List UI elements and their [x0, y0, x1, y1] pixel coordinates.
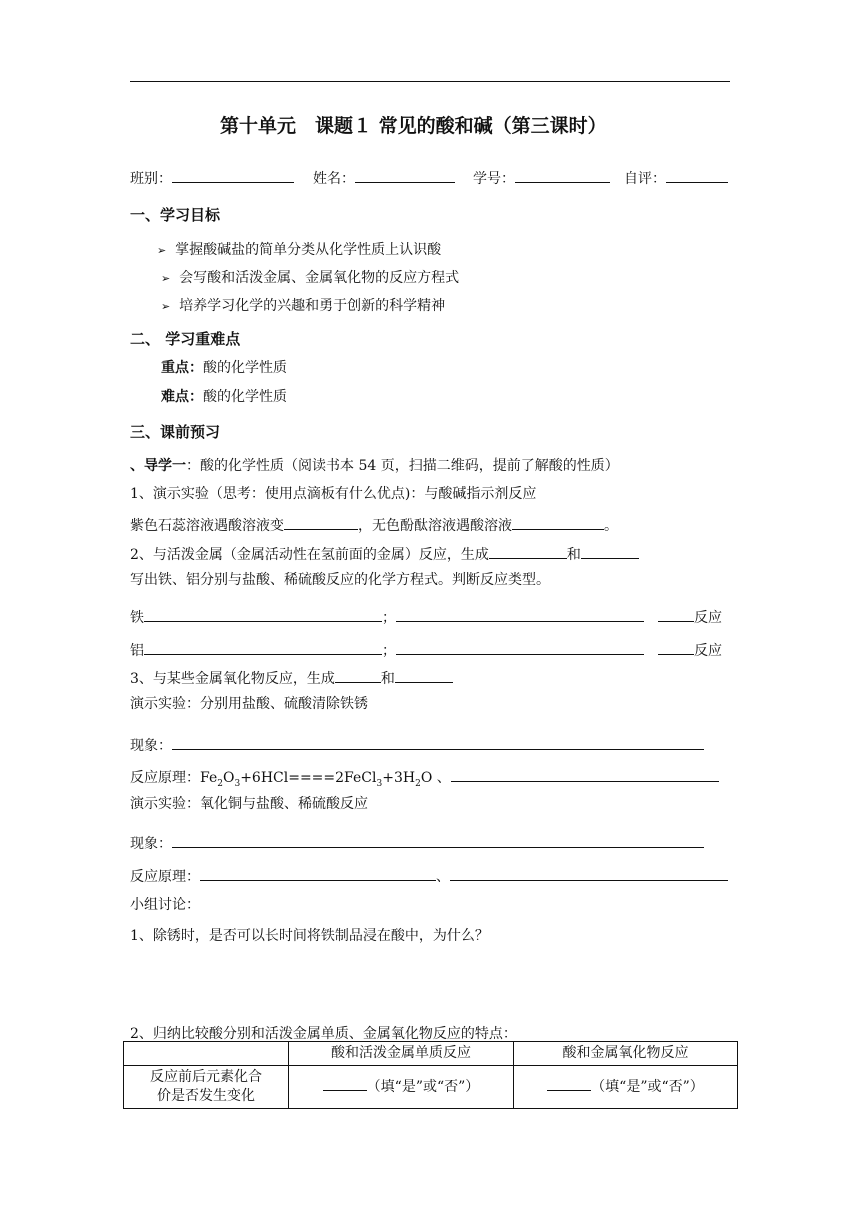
al-type-blank[interactable]: [658, 640, 694, 655]
demo-rust-line: 演示实验：分别用盐酸、硫酸清除铁锈: [130, 696, 368, 712]
table-header-metal: 酸和活泼金属单质反应: [289, 1042, 514, 1066]
metal-answer-blank[interactable]: [323, 1076, 367, 1091]
demo-line-1: 1、演示实验（思考：使用点滴板有什么优点)：与酸碱指示剂反应: [130, 486, 537, 502]
product-blank-2[interactable]: [581, 544, 639, 559]
question-2: 2、归纳比较酸分别和活泼金属单质、金属氧化物反应的特点：: [130, 1026, 517, 1042]
metal-reaction-line: 2、与活泼金属（金属活动性在氢前面的金属）反应，生成 和: [130, 544, 639, 562]
write-equations-line: 写出铁、铝分别与盐酸、稀硫酸反应的化学方程式。判断反应类型。: [130, 572, 550, 588]
al-eq-blank-1[interactable]: [144, 640, 382, 655]
goal-item-1: ➢ 掌握酸碱盐的简单分类从化学性质上认识酸: [157, 242, 442, 258]
number-field: [473, 168, 610, 186]
table-cell-oxide: （填“是”或“否”）: [514, 1066, 738, 1109]
table-cell-metal: （填“是”或“否”）: [289, 1066, 514, 1109]
al-eq-blank-2[interactable]: [396, 640, 644, 655]
phenomenon-blank-2[interactable]: [172, 833, 704, 848]
phenomenon-line-1: 现象：: [130, 735, 704, 753]
self-eval-label: 自评：: [624, 171, 666, 187]
goal-item-2: ➢ 会写酸和活泼金属、金属氧化物的反应方程式: [161, 270, 460, 286]
group-discussion: 小组讨论：: [130, 897, 200, 913]
class-label: 班别：: [130, 171, 172, 187]
fe2o3-equation: $Fe_2O_3+6HCl====2FeCl_3+3H_2O$ 、: [200, 770, 451, 789]
self-eval-field: [624, 168, 728, 186]
table-row-label: 反应前后元素化合 价是否发生变化: [124, 1066, 289, 1109]
oxide-answer-blank[interactable]: [547, 1076, 591, 1091]
self-eval-blank[interactable]: [666, 168, 728, 183]
indicator-line: 紫色石蕊溶液遇酸溶液变 ，无色酚酞溶液遇酸溶液 。: [130, 515, 618, 533]
name-blank[interactable]: [355, 168, 455, 183]
key-point: 重点：酸的化学性质: [161, 360, 287, 376]
iron-equation-line: 铁 ； 反应: [130, 607, 722, 625]
principle-blank-2[interactable]: [200, 866, 436, 881]
oxide-product-blank-1[interactable]: [335, 668, 381, 683]
demo-cuo-line: 演示实验：氧化铜与盐酸、稀硫酸反应: [130, 796, 368, 812]
litmus-blank[interactable]: [284, 515, 358, 530]
principle-line-1: 反应原理：$Fe_2O_3+6HCl====2FeCl_3+3H_2O$ 、: [130, 767, 719, 785]
section3-heading: 三、课前预习: [130, 423, 221, 441]
iron-eq-blank-1[interactable]: [144, 607, 382, 622]
phenolphthalein-blank[interactable]: [512, 515, 604, 530]
question-1: 1、除锈时，是否可以长时间将铁制品浸在酸中，为什么？: [130, 928, 489, 944]
table-header-empty: [124, 1042, 289, 1066]
phenomenon-line-2: 现象：: [130, 833, 704, 851]
table-header-oxide: 酸和金属氧化物反应: [514, 1042, 738, 1066]
table-row: [124, 1042, 738, 1066]
bullet-arrow-icon: ➢: [161, 272, 171, 285]
bullet-arrow-icon: ➢: [157, 244, 167, 257]
principle-line-2: 反应原理： 、: [130, 866, 728, 884]
name-label: 姓名：: [313, 171, 355, 187]
oxide-product-blank-2[interactable]: [395, 668, 453, 683]
oxide-reaction-line: 3、与某些金属氧化物反应，生成 和: [130, 668, 453, 686]
bullet-arrow-icon: ➢: [161, 300, 171, 313]
product-blank-1[interactable]: [489, 544, 567, 559]
iron-type-blank[interactable]: [658, 607, 694, 622]
comparison-table: [123, 1041, 738, 1109]
number-label: 学号：: [473, 171, 515, 187]
section2-heading: 二、 学习重难点: [130, 330, 241, 348]
number-blank[interactable]: [515, 168, 610, 183]
class-blank[interactable]: [172, 168, 294, 183]
principle-blank-3[interactable]: [450, 866, 728, 881]
header-rule: [130, 81, 730, 82]
table-row: [124, 1066, 738, 1109]
aluminum-equation-line: 铝 ； 反应: [130, 640, 722, 658]
section1-heading: 一、学习目标: [130, 206, 221, 224]
guide-line: 、导学一：酸的化学性质（阅读书本 54 页，扫描二维码，提前了解酸的性质）: [130, 458, 619, 474]
iron-eq-blank-2[interactable]: [396, 607, 644, 622]
page-title: 第十单元 课题１ 常见的酸和碱（第三课时）: [220, 115, 607, 137]
principle-blank-1[interactable]: [451, 767, 719, 782]
phenomenon-blank-1[interactable]: [172, 735, 704, 750]
difficult-point: 难点：酸的化学性质: [161, 389, 287, 405]
goal-item-3: ➢ 培养学习化学的兴趣和勇于创新的科学精神: [161, 298, 446, 314]
class-field: [130, 168, 294, 186]
name-field: [313, 168, 455, 186]
